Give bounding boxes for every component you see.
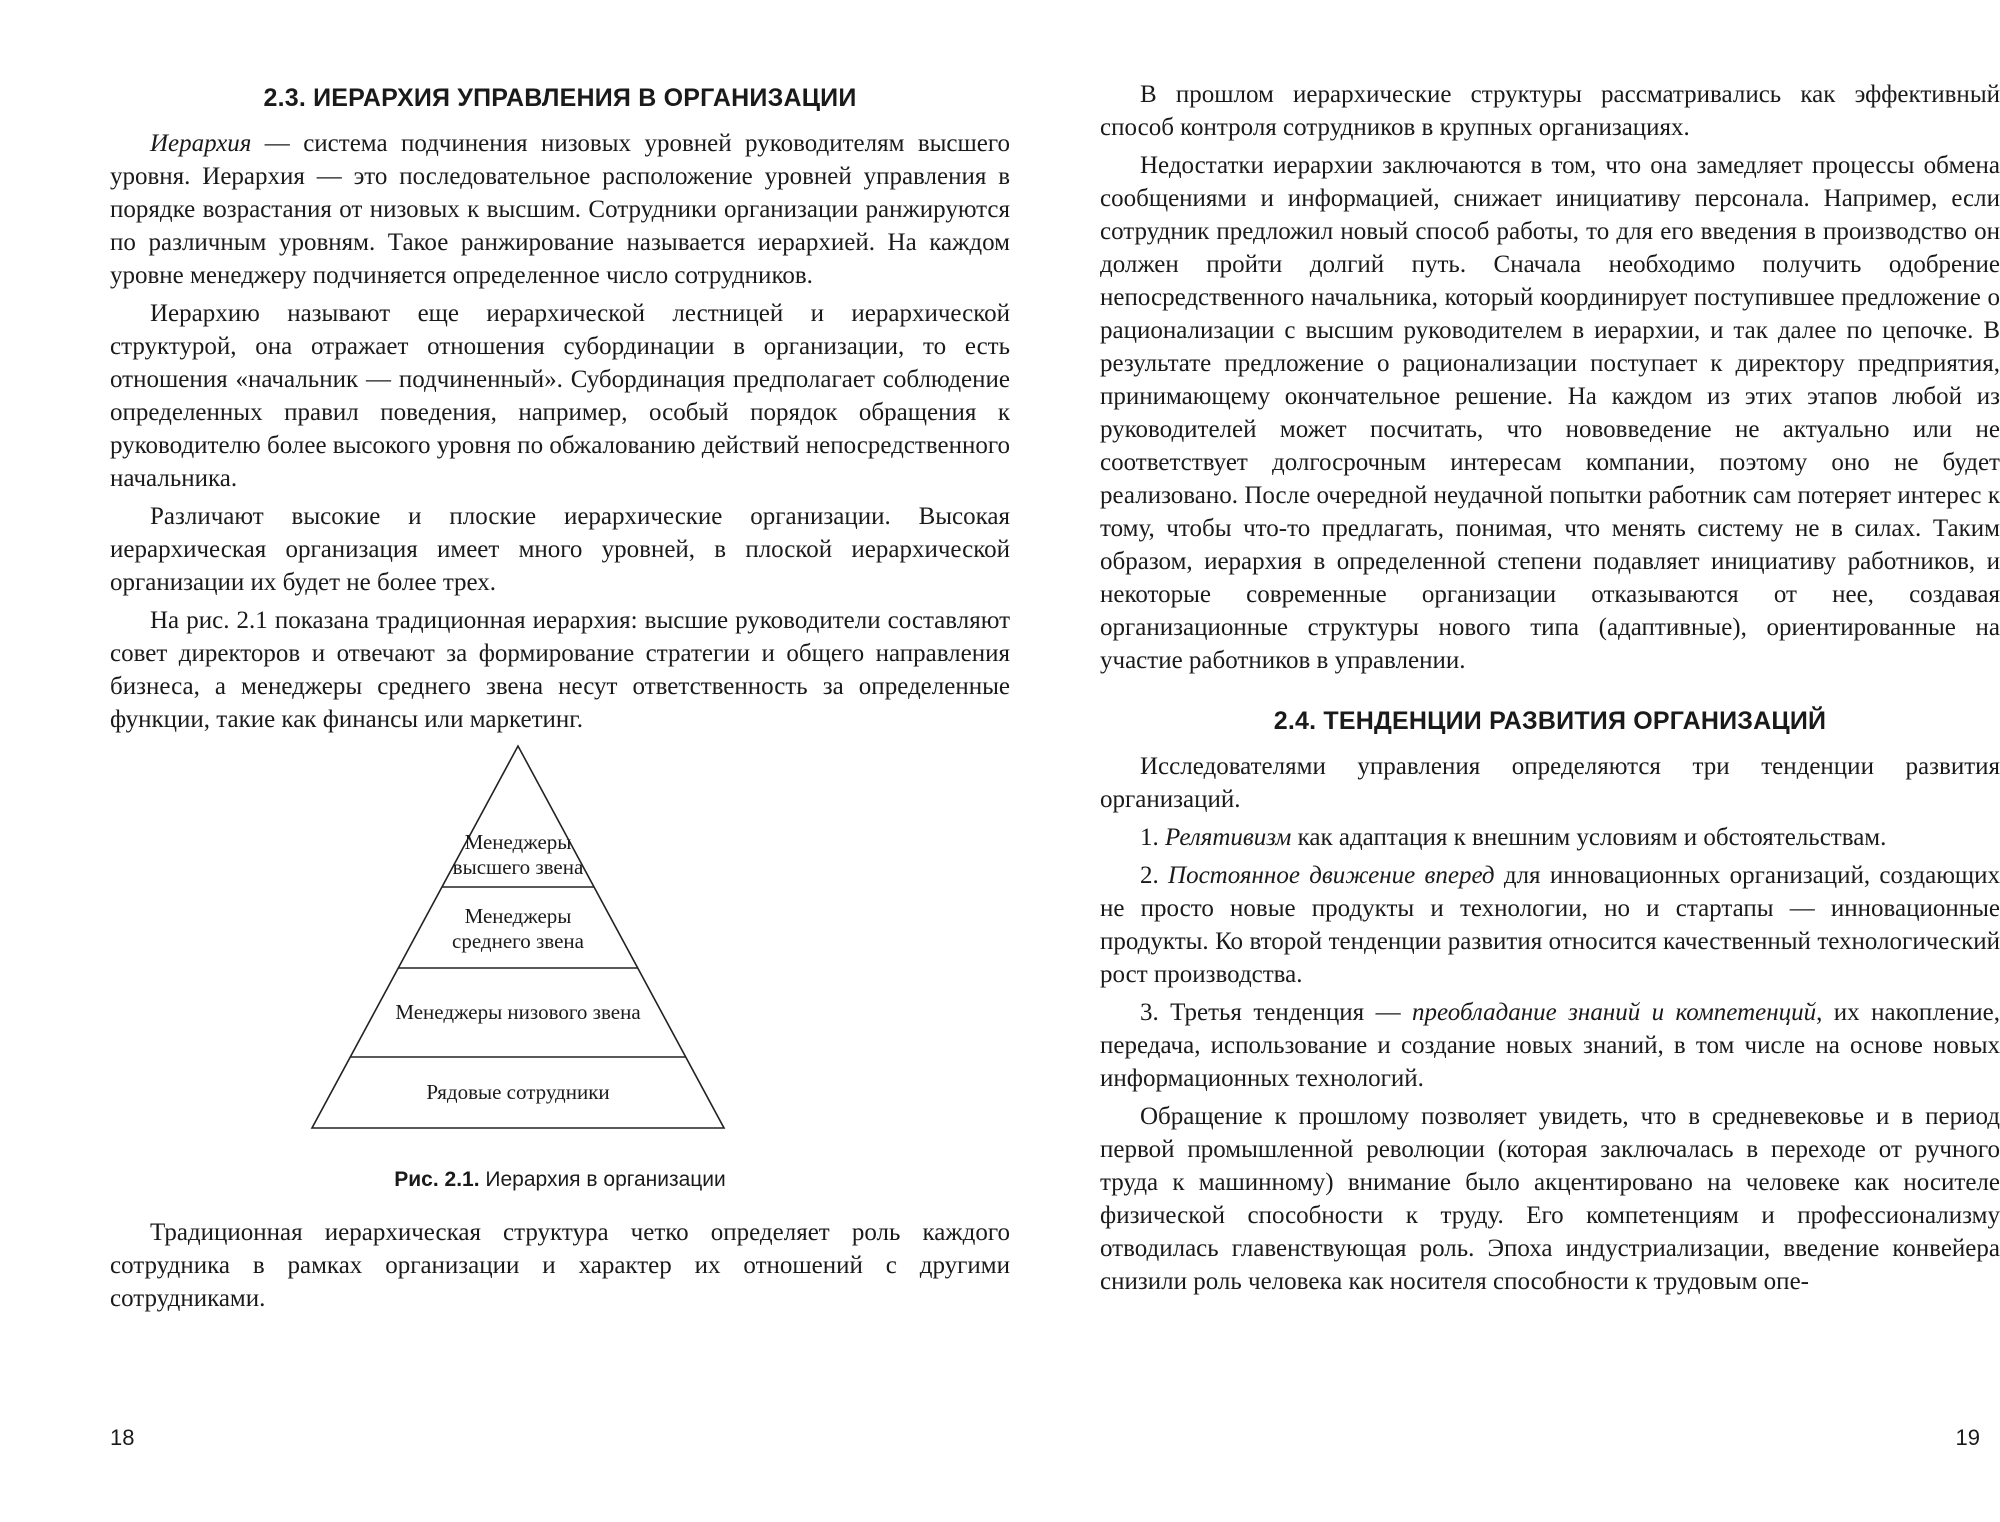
hierarchy-pyramid-figure [110,742,1010,1162]
tier-top-managers [368,830,668,880]
tier-middle-line2: среднего звена [452,929,584,953]
paragraph-three-trends: Исследователями управления определяются три тенденции развития организаций. [1100,753,2000,813]
caption-text: Иерархия в организации [479,1168,726,1191]
paragraph-hierarchy-ladder: Иерархию называют еще иерархической лестницей и иерархической структурой, она отражает отношения субординации в организации, то есть отношения «начальник — подчиненный». Субординация предполагает соблюдение определенных правил поведения, например, особый порядок обращения к руководителю более высокого уровня по обжалованию действий непосредственного начальника. [110,300,1010,492]
section-heading-2-4: 2.4. ТЕНДЕНЦИИ РАЗВИТИЯ ОРГАНИЗАЦИЙ [1273,707,1827,735]
tier-lower-managers: Менеджеры низового звена [395,1000,641,1024]
item-text: для инновационных организаций, создающих не просто новые продукты и технологии, но и стартапы — инновационные продукты. Ко второй тенденции развития относится качественный технологический рост производства. [1100,862,2000,988]
tier-employees: Рядовые сотрудники [426,1080,610,1104]
tier-middle-managers [368,904,668,954]
tier-top-line2: высшего звена [452,855,584,879]
page-number-right: 19 [1955,1425,1980,1450]
page-number-left: 18 [110,1425,135,1450]
item-text: , их накопление, передача, использование и создание новых знаний, в том числе на основе новых информационных технологий. [1100,999,2000,1092]
list-item-knowledge [1100,996,2000,1095]
term-forward-movement: Постоянное движение вперед [1168,862,1495,889]
tier-middle-line1: Менеджеры [464,904,572,928]
term-relativism: Релятивизм [1165,824,1292,851]
paragraph-text: — система подчинения низовых уровней руководителям высшего уровня. Иерархия — это последовательное расположение уровней управления в порядке возрастания от низовых к высшим. Сотрудники организации ранжируются по различным уровням. Такое ранжирование называется иерархией. На каждом уровне менеджеру подчиняется определенное число сотрудников. [110,130,1010,289]
list-item-forward-movement [1100,859,2000,991]
item-number: 2. [1140,862,1169,889]
caption-label: Рис. 2.1. [394,1168,480,1191]
item-prefix: 3. Третья тенденция — [1140,999,1413,1026]
figure-caption [110,1168,1010,1192]
item-number: 1. [1140,824,1165,851]
right-page [1100,0,2000,1522]
term-hierarchy: Иерархия [150,130,252,157]
paragraph-figure-reference: На рис. 2.1 показана традиционная иерархия: высшие руководители составляют совет директоров и отвечают за формирование стратегии и общего направления бизнеса, а менеджеры среднего звена несут ответственность за определенные функции, такие как финансы или маркетинг. [110,607,1010,733]
left-page [110,0,1010,1522]
item-text: как адаптация к внешним условиям и обстоятельствам. [1291,824,1887,851]
paragraph-hierarchy-definition [110,127,1010,292]
paragraph-past-structures: В прошлом иерархические структуры рассматривались как эффективный способ контроля сотрудников в крупных организациях. [1100,81,2000,141]
tier-top-line1: Менеджеры [464,830,572,854]
paragraph-history: Обращение к прошлому позволяет увидеть, что в средневековье и в период первой промышленной революции (которая заключалась в переходе от ручного труда к машинному) внимание было акцентировано на человеке как носителе физической способности к труду. Его компетенциям и профессионализму отводилась главенствующая роль. Эпоха индустриализации, введение конвейера снизили роль человека как носителя способности к трудовым опе- [1100,1103,2000,1295]
paragraph-high-flat: Различают высокие и плоские иерархические организации. Высокая иерархическая организация имеет много уровней, в плоской иерархической организации их будет не более трех. [110,503,1010,596]
paragraph-traditional-structure: Традиционная иерархическая структура четко определяет роль каждого сотрудника в рамках организации и характер их отношений с другими сотрудниками. [110,1219,1010,1312]
term-knowledge: преобладание знаний и компетенций [1412,999,1817,1026]
section-heading-2-3: 2.3. ИЕРАРХИЯ УПРАВЛЕНИЯ В ОРГАНИЗАЦИИ [263,84,857,112]
paragraph-hierarchy-drawbacks: Недостатки иерархии заключаются в том, что она замедляет процессы обмена сообщениями и информацией, снижает инициативу персонала. Например, если сотрудник предложил новый способ работы, то для его введения в производство он должен пройти долгий путь. Сначала необходимо получить одобрение непосредственного начальника, который координирует поступившее предложение о рационализации с высшим руководителем в иерархии, и так далее по цепочке. В результате предложение о рационализации поступает к директору предприятия, принимающему окончательное решение. На каждом из этих этапов любой из руководителей может посчитать, что нововведение не актуально или не соответствует долгосрочным интересам компании, поэтому оно не будет реализовано. После очередной неудачной попытки работник сам потеряет интерес к тому, чтобы что-то предлагать, понимая, что менять систему не в силах. Таким образом, иерархия в определенной степени подавляет инициативу работников, и некоторые современные организации отказываются от нее, создавая организационные структуры нового типа (адаптивные), ориентированные на участие работников в управлении. [1100,152,2000,674]
list-item-relativism [1100,821,2000,854]
